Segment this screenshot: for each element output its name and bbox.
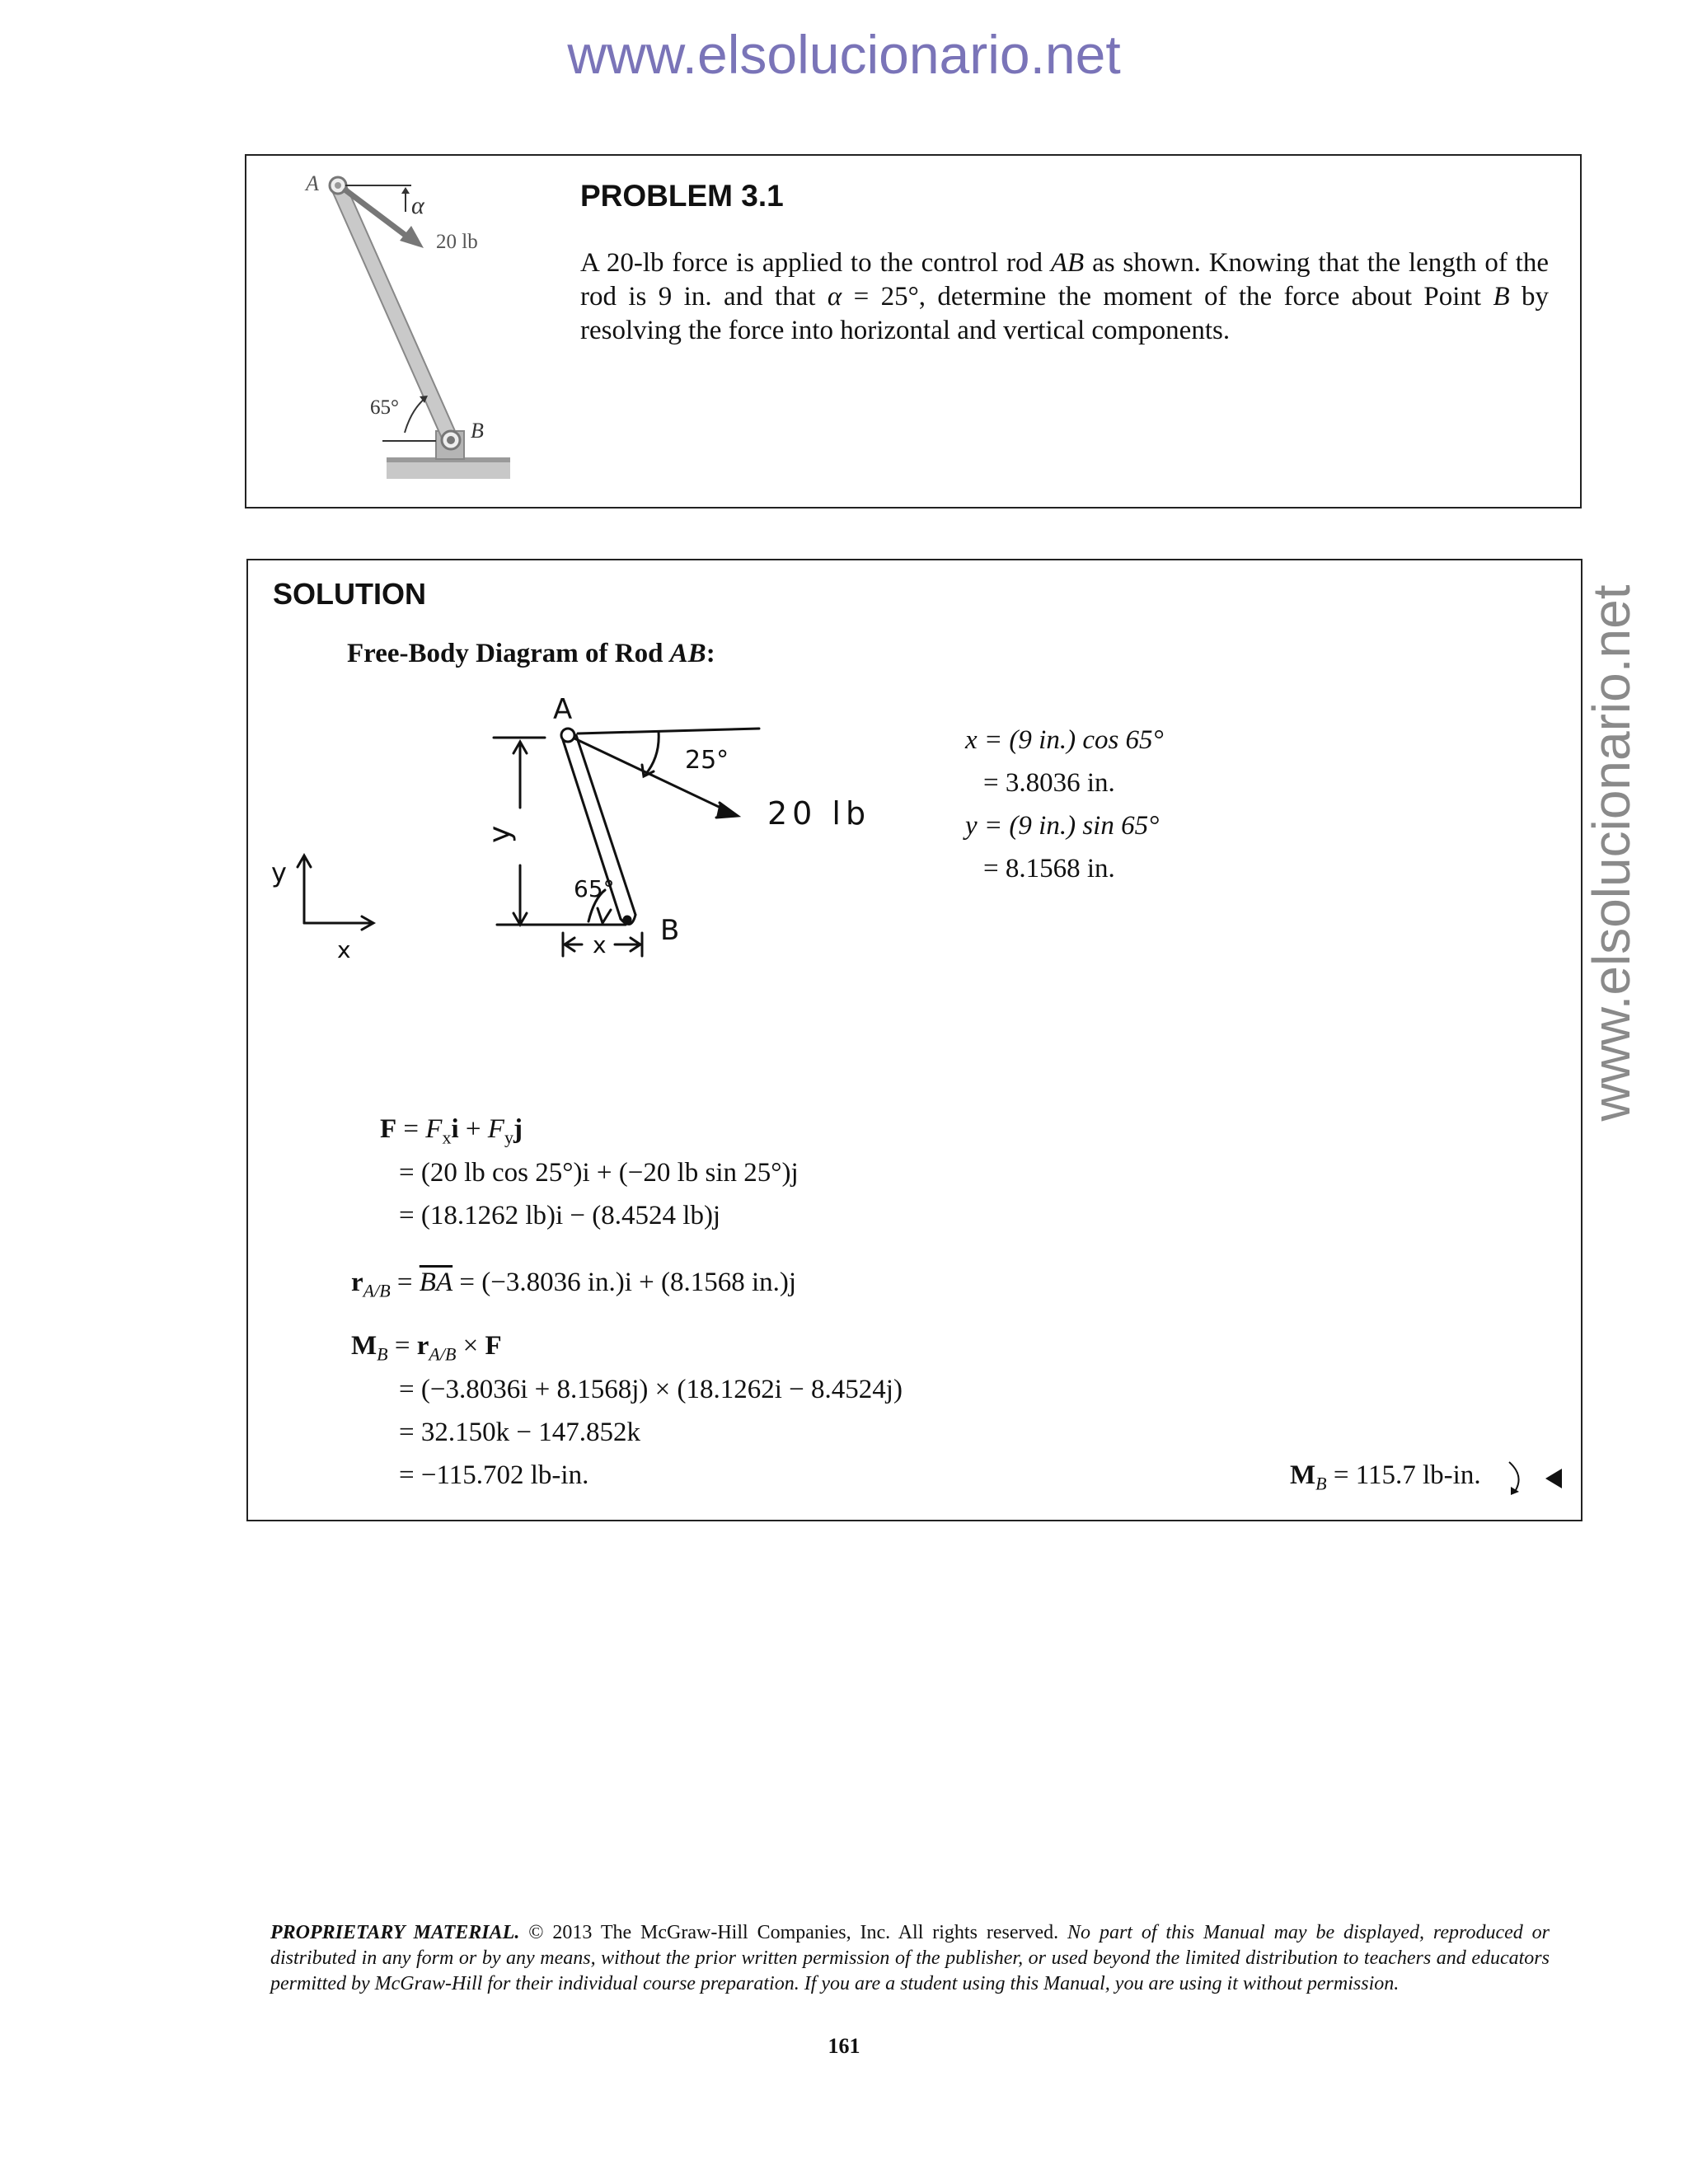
watermark-top: www.elsolucionario.net <box>567 24 1121 85</box>
alpha-arrowhead <box>401 187 410 194</box>
clockwise-icon <box>1499 1459 1565 1500</box>
eq-x-val: = 3.8036 in. <box>983 768 1115 798</box>
sketch-label-a: A <box>553 693 573 726</box>
eq-position: $r_{A/B} = \overline{BA} = (-3.8036$ in.)i + (8.1568 in.)j <box>351 1268 797 1301</box>
copyright-footer: PROPRIETARY MATERIAL. © 2013 The McGraw-Hill Companies, Inc. All rights reserved. No part of this Manual may be displayed, reproduced or distributed in any form or by any means, without the prior written permission of the publisher, or used beyond the limited distribution to teachers and educators permitted by McGraw-Hill for their individual course preparation. If you are a student using this Manual, you are using it without permission. <box>270 1922 1550 1994</box>
pin-a-center <box>335 182 341 189</box>
fig-label-b: B <box>471 419 484 443</box>
sketch-ref-line <box>578 729 759 733</box>
sketch-axis-label-x: x <box>337 936 351 963</box>
sketch-label-65: 65° <box>574 875 615 902</box>
eq-moment-line3: = −115.702 lb-in. <box>399 1460 589 1490</box>
sketch-force-head <box>716 803 738 818</box>
pin-b-center <box>447 436 455 444</box>
force-arrowhead <box>400 226 424 248</box>
sketch-label-x: x <box>593 931 607 958</box>
angle-arc-65 <box>405 397 426 433</box>
sketch-label-y: y <box>483 825 517 843</box>
fbd-title: Free-Body Diagram of Rod AB: <box>347 639 715 668</box>
problem-box <box>245 154 1582 509</box>
eq-moment-line2: = 32.150k − 147.852k <box>399 1418 640 1447</box>
eq-force-line1: = (20 lb cos 25°)i + (−20 lb sin 25°)j <box>399 1158 799 1188</box>
solution-box <box>246 559 1582 1521</box>
sketch-label-b: B <box>660 914 680 947</box>
problem-title: PROBLEM 3.1 <box>580 179 784 213</box>
problem-statement: A 20-lb force is applied to the control rod AB as shown. Knowing that the length of the rod is 9 in. and that α = 25°, determine the moment of the force about Point B by resolving the force into horizontal and vertical components. <box>580 248 1550 345</box>
sketch-arc-25 <box>645 732 659 775</box>
eq-force-def: $F = F_xi + F_yj$ <box>380 1114 523 1148</box>
fig-label-alpha: α <box>411 192 424 219</box>
watermark-side: www.elsolucionario.net <box>1582 584 1641 1122</box>
sketch-label-25: 25° <box>685 746 729 775</box>
sketch-pin-b <box>624 916 631 923</box>
eq-y-def: y = (9 in.) sin 65° <box>965 811 1160 841</box>
sketch-pin-a <box>561 729 574 742</box>
eq-moment-line1: = (−3.8036i + 8.1568j) × (18.1262i − 8.4524j) <box>399 1375 903 1404</box>
fig-label-angle: 65° <box>370 396 399 419</box>
sketch-label-force: 20 lb <box>767 795 871 832</box>
eq-x-def: x = (9 in.) cos 65° <box>965 725 1164 755</box>
sketch-axis-label-y: y <box>271 857 287 888</box>
solution-title: SOLUTION <box>273 577 426 611</box>
fig-label-a: A <box>306 171 319 195</box>
sketch-arc-65-head <box>598 908 611 923</box>
eq-y-val: = 8.1568 in. <box>983 854 1115 883</box>
page-number: 161 <box>828 2034 860 2058</box>
final-answer: $M_B = 115.7$ lb-in. <box>1290 1460 1481 1494</box>
free-body-sketch <box>265 692 924 1038</box>
eq-moment-def: $M_B = r_{A/B} \times F$ <box>351 1331 502 1365</box>
eq-force-line2: = (18.1262 lb)i − (8.4524 lb)j <box>399 1201 721 1230</box>
problem-figure <box>263 162 510 492</box>
fig-label-force: 20 lb <box>436 231 478 253</box>
